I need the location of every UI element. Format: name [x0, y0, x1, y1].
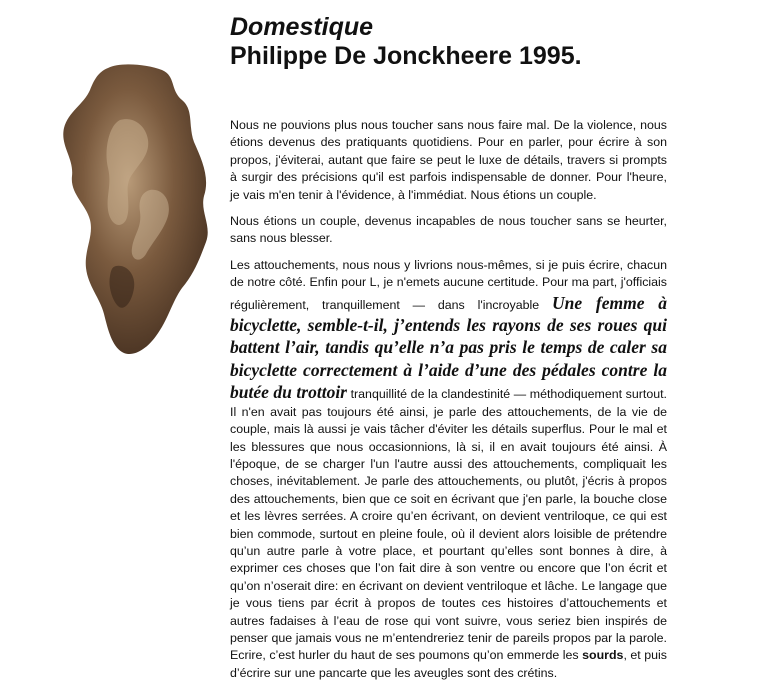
author-line: Philippe De Jonckheere 1995. [230, 42, 582, 70]
paragraph-3-start: Les attouchements, nous nous y livrions nous-mêmes, si je puis écrire, chacun de notre côté. Enfin pour L, je n'emets aucune certitude. Pour ma part, j'officiais régulièrement, tranquillement — dans l'incroyable [230, 257, 667, 312]
paragraph-3 [230, 257, 667, 682]
paragraph-3-end: , et puis d’écrire sur une pancarte que les aveugles sont des crétins. [230, 648, 667, 680]
page-header [230, 14, 750, 71]
page-title: Domestique [230, 13, 374, 41]
stone-figure-image [50, 60, 222, 365]
paragraph-2: Nous étions un couple, devenus incapables de nous toucher sans se heurter, sans nous blesser. [230, 214, 667, 246]
emphasis-word: sourds [582, 648, 624, 663]
stone-figure-icon [50, 60, 222, 365]
inline-quote: Une femme à bicyclette, semble-t-il, j’entends les rayons de ses roues qui battent l’air, tandis qu’elle n’a pas pris le temps de caler sa bicyclette correctement à l’aide d’une des pédales contre la butée du trottoir [230, 292, 667, 403]
paragraph-3-middle: tranquillité de la clandestinité — méthodiquement surtout. Il n'en avait pas toujours été ainsi, je parle des attouchements, de la vie de couple, mais là aussi je vais tâcher d'éviter les détails superflus. Pour le mal et les blessures que nous occasionnions, là si, il en avait toujours été ainsi. À l'époque, de se charger l'un l'autre aussi des attouchements, compliquait les choses, inévitablement. Je parle des attouchements, ou plutôt, j'écris à propos des attouchements, bien que ce soit en écrivant que j'en parle, la bouche close et les lèvres serrées. A croire qu’en écrivant, on devient ventriloque, ce qui est bien commode, surtout en pleine foule, où il devient alors loisible de prétendre qu’un autre parle à votre place, et pourtant qu’elles sont bonnes à dire, à exprimer ces choses que l’on fait dire à son ventre ou encore que l’on écrit et qu’on n’oserait dire: en écrivant on devient ventriloque et lâche. Le langage que je vous tiens par écrit à propos de toutes ces histoires d’attouchements et autres fadaises à l’eau de rose qui vont suivre, vous seriez bien inspirés de penser que jamais vous ne m’entendreriez tenir de pareils propos par la parole. Ecrire, c’est hurler du haut de ses poumons qu’on emmerde les [230, 387, 667, 663]
paragraph-1: Nous ne pouvions plus nous toucher sans nous faire mal. De la violence, nous étions devenus des pratiquants quotidiens. Pour en parler, pour écrire à son propos, j'éviterai, autant que faire se peut le luxe de détails, travers si prompts à surgir des précisions qu'il est parfois indispensable de donner. Pour l'heure, je vais m'en tenir à l'évidence, à l'immédiat. Nous étions un couple. [230, 118, 667, 202]
story-body [230, 117, 667, 691]
